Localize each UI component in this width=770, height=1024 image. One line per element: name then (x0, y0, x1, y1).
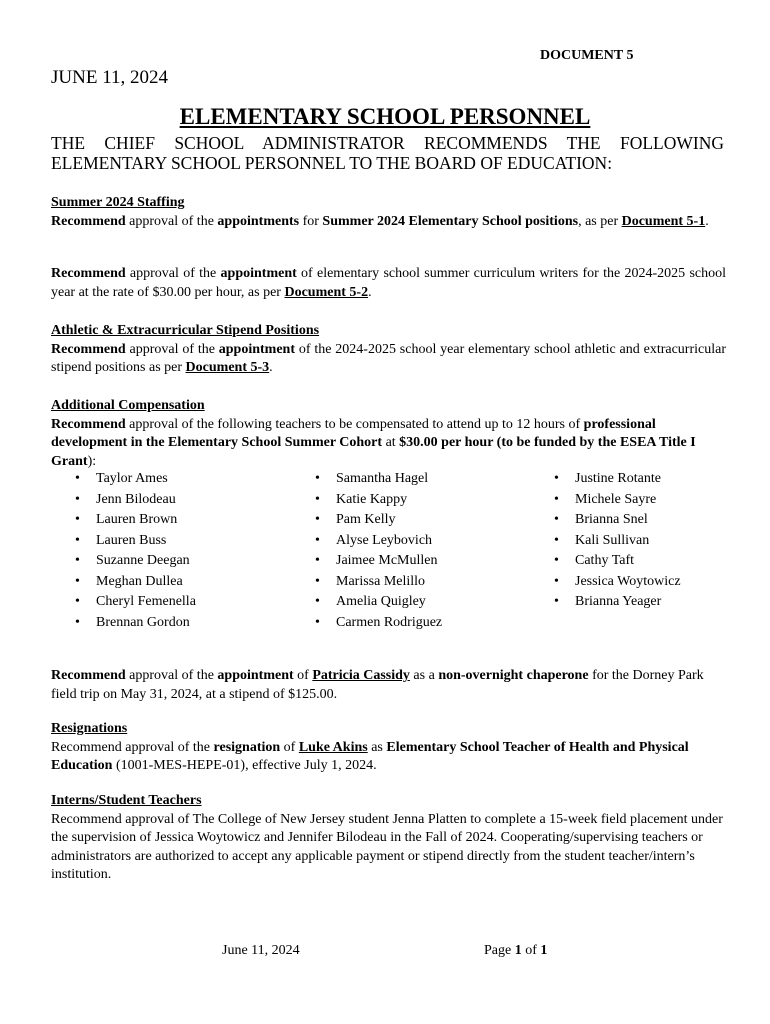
rate-label: $30.00 per hour (to be funded by the ESEA Title I Grant (51, 435, 696, 469)
recommend-label: Recommend (51, 341, 126, 357)
intro-paragraph: THE CHIEF SCHOOL ADMINISTRATOR RECOMMENDS THE FOLLOWING ELEMENTARY SCHOOL PERSONNEL TO THE BOARD OF EDUCATION: (51, 133, 724, 173)
text-run: Page (484, 943, 515, 958)
total-pages: 1 (540, 943, 548, 958)
recommend-label: Recommend (51, 266, 126, 281)
text-run: of elementary school summer curriculum writers for the 2024-2025 school year at the rate of $30.00 per hour, as per (51, 266, 726, 300)
text-run: as a (409, 668, 439, 683)
resignation-paragraph (51, 739, 726, 776)
document-reference: Document 5-1 (621, 213, 706, 229)
chaperone-role: non-overnight chaperone (438, 668, 589, 683)
teacher-list-column-3 (551, 469, 681, 613)
list-item: • Kali Sullivan (551, 531, 681, 552)
interns-section (51, 792, 726, 885)
text-run: approval of the (125, 668, 218, 683)
text-run: Recommend approval of the (51, 739, 214, 755)
additional-compensation-section (51, 397, 726, 471)
resignation-label: resignation (213, 739, 281, 755)
list-item: • Jenn Bilodeau (72, 490, 196, 511)
recommend-label: Recommend (51, 416, 126, 432)
list-item: • Cheryl Femenella (72, 592, 196, 613)
resignations-heading: Resignations (51, 721, 128, 736)
footer-page-number (484, 943, 547, 959)
list-item: • Lauren Buss (72, 531, 196, 552)
list-item: • Lauren Brown (72, 510, 196, 531)
appointments-label: appointments (217, 213, 300, 229)
additional-compensation-paragraph (51, 416, 726, 472)
recommend-label: Recommend (51, 668, 126, 683)
document-label: DOCUMENT 5 (540, 48, 634, 63)
text-run: for the Dorney Park field trip on May 31, 2024, at a stipend of $125.00. (51, 668, 704, 702)
text-run: approval of the (125, 341, 219, 357)
list-item: • Jessica Woytowicz (551, 572, 681, 593)
text-run: ): (87, 453, 97, 469)
list-item: • Katie Kappy (312, 490, 442, 511)
list-item: • Pam Kelly (312, 510, 442, 531)
text-run: of (521, 943, 541, 958)
appointment-label: appointment (220, 266, 297, 281)
teacher-list-column-2 (312, 469, 442, 633)
athletic-heading: Athletic & Extracurricular Stipend Positions (51, 323, 320, 338)
text-run: . (705, 213, 709, 229)
list-item: • Carmen Rodriguez (312, 613, 442, 634)
appointment-label: appointment (218, 341, 295, 357)
recommend-label: Recommend (51, 213, 126, 229)
list-item: • Jaimee McMullen (312, 551, 442, 572)
list-item: • Brianna Snel (551, 510, 681, 531)
list-item: • Brennan Gordon (72, 613, 196, 634)
meeting-date: JUNE 11, 2024 (51, 67, 168, 88)
teacher-list-column-1 (72, 469, 196, 633)
list-item: • Amelia Quigley (312, 592, 442, 613)
list-item: • Alyse Leybovich (312, 531, 442, 552)
text-run: , as per (578, 213, 622, 229)
positions-label: Summer 2024 Elementary School positions (322, 213, 579, 229)
text-run: of (293, 668, 313, 683)
text-run: for (299, 213, 323, 229)
list-item: • Taylor Ames (72, 469, 196, 490)
current-page: 1 (514, 943, 522, 958)
list-item: • Cathy Taft (551, 551, 681, 572)
text-run: at (382, 435, 400, 450)
summer-staffing-section (51, 194, 726, 231)
athletic-paragraph (51, 341, 726, 378)
chaperone-name: Patricia Cassidy (312, 668, 410, 683)
appointment-label: appointment (217, 668, 294, 683)
interns-heading: Interns/Student Teachers (51, 793, 202, 808)
list-item: • Meghan Dullea (72, 572, 196, 593)
document-reference: Document 5-2 (284, 284, 369, 300)
text-run: of (280, 739, 299, 755)
text-run: as (367, 739, 387, 755)
text-run: approval of the following teachers to be compensated to attend up to 12 hours of (125, 416, 584, 432)
additional-compensation-heading: Additional Compensation (51, 398, 205, 413)
list-item: • Suzanne Deegan (72, 551, 196, 572)
text-run: approval of the (125, 213, 218, 229)
text-run: . (269, 360, 273, 375)
resignations-section (51, 720, 726, 776)
curriculum-writers-paragraph (51, 265, 726, 302)
position-title: Elementary School Teacher of Health and Physical Education (51, 739, 689, 773)
list-item: • Michele Sayre (551, 490, 681, 511)
page-title: ELEMENTARY SCHOOL PERSONNEL (179, 104, 591, 129)
list-item: • Brianna Yeager (551, 592, 681, 613)
list-item: • Samantha Hagel (312, 469, 442, 490)
text-run: approval of the (125, 266, 221, 281)
athletic-section (51, 322, 726, 378)
document-reference: Document 5-3 (185, 360, 270, 375)
footer-date: June 11, 2024 (222, 943, 300, 958)
text-run: . (368, 284, 372, 300)
chaperone-paragraph (51, 667, 726, 704)
resigning-teacher-name: Luke Akins (298, 739, 368, 755)
text-run: of the 2024-2025 school year elementary school athletic and extracurricular stipend positions as per (51, 341, 727, 375)
summer-appointments-paragraph (51, 213, 726, 232)
cohort-label: professional development in the Elementary School Summer Cohort (51, 416, 656, 450)
text-run: (1001-MES-HEPE-01), effective July 1, 2024. (112, 758, 377, 773)
summer-staffing-heading: Summer 2024 Staffing (51, 195, 185, 210)
list-item: • Justine Rotante (551, 469, 681, 490)
list-item: • Marissa Melillo (312, 572, 442, 593)
interns-paragraph: Recommend approval of The College of New Jersey student Jenna Platten to complete a 15-week field placement under the supervision of Jessica Woytowicz and Jennifer Bilodeau in the Fall of 2024. Cooperating/supervising teachers or administrators are authorized to accept any applicable payment or stipend directly from the student teacher/intern’s institution. (51, 811, 723, 882)
